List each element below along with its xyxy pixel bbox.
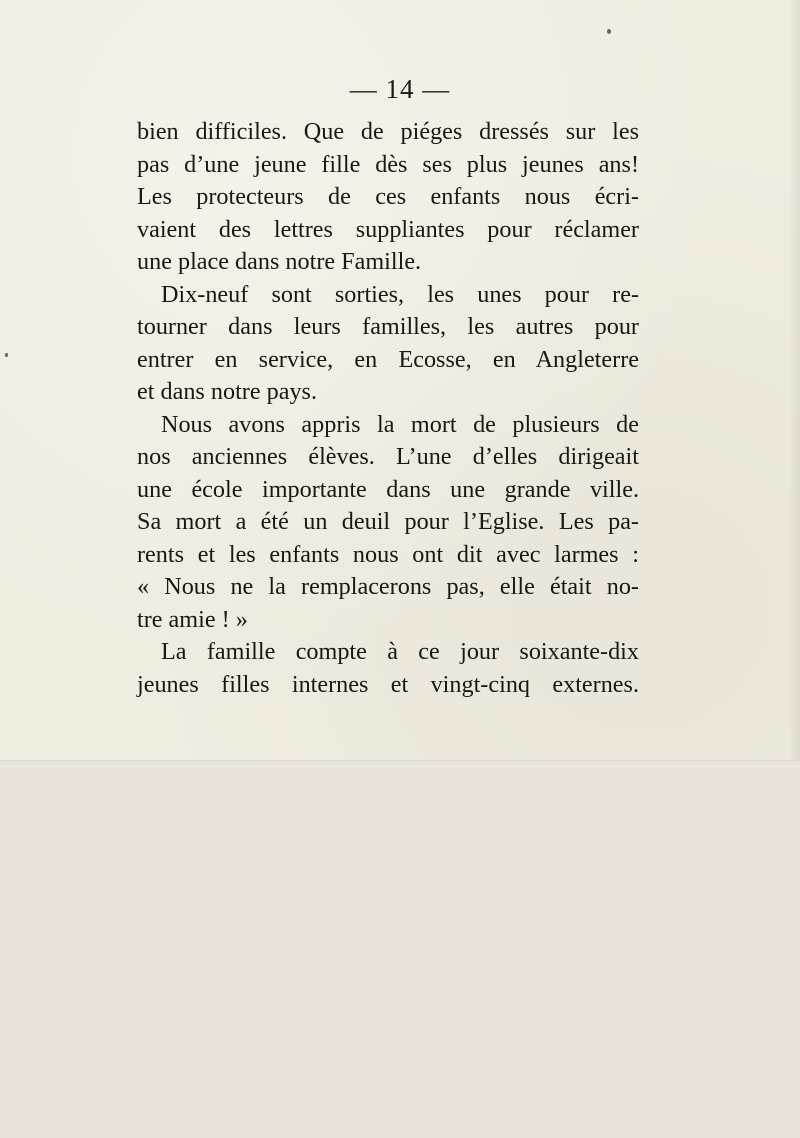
text-line: Dix-neuf sont sorties, les unes pour re-: [161, 280, 639, 308]
page-number: — 14 —: [349, 74, 451, 104]
text-line: bien difficiles. Que de piéges dressés sur les: [137, 118, 639, 145]
page-edge-shadow: [788, 0, 800, 760]
text-line: Sa mort a été un deuil pour l’Eglise. Les pa-: [137, 508, 639, 535]
text-line: La famille compte à ce jour soixante-dix: [161, 638, 639, 665]
text-line: et dans notre pays.: [137, 378, 318, 405]
text-line: vaient des lettres suppliantes pour réclamer: [137, 215, 639, 243]
paper-speck: [5, 353, 8, 357]
text-line: Les protecteurs de ces enfants nous écri-: [137, 183, 639, 210]
text-line: tre amie ! »: [137, 605, 248, 633]
paper-speck: [607, 29, 611, 34]
text-line: entrer en service, en Ecosse, en Angleterre: [137, 345, 639, 373]
text-line: Nous avons appris la mort de plusieurs de: [161, 410, 639, 438]
text-line: une place dans notre Famille.: [137, 248, 422, 275]
text-line: rents et les enfants nous ont dit avec larmes :: [137, 540, 639, 568]
text-line: pas d’une jeune fille dès ses plus jeunes ans!: [137, 150, 639, 178]
text-line: une école importante dans une grande ville.: [137, 475, 639, 503]
text-line: tourner dans leurs familles, les autres pour: [137, 313, 639, 340]
text-line: jeunes filles internes et vingt-cinq externes.: [137, 670, 639, 698]
body-text: [137, 116, 639, 701]
text-line: « Nous ne la remplacerons pas, elle était no-: [137, 573, 639, 600]
text-line: nos anciennes élèves. L’une d’elles dirigeait: [137, 443, 639, 470]
